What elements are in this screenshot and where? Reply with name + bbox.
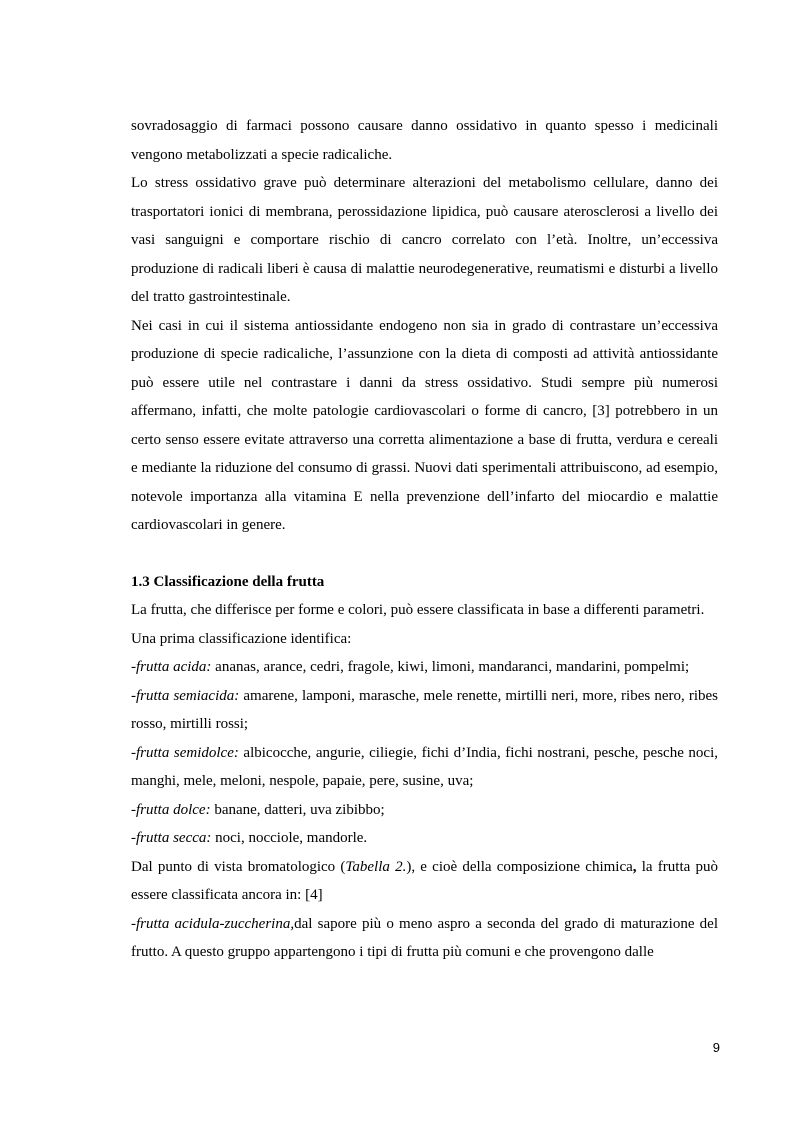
paragraph-bromatological (131, 853, 718, 910)
bromato-before: Dal punto di vista bromatologico ( (131, 858, 346, 875)
item-text: banane, datteri, uva zibibbo; (210, 801, 385, 818)
item-label: -frutta dolce: (131, 801, 211, 818)
item-text: albicocche, angurie, ciliegie, fichi d’India, fichi nostrani, pesche, pesche noci, manghi, mele, meloni, nespole, papaie, pere, susine, uva; (131, 744, 719, 789)
list-item (131, 682, 718, 739)
item-label: -frutta semiacida: (131, 687, 240, 704)
list-item (131, 910, 718, 967)
bromato-comma: , (632, 858, 637, 875)
item-text: amarene, lamponi, marasche, mele renette, mirtilli neri, more, ribes nero, ribes rosso, mirtilli rossi; (131, 687, 718, 732)
page-body (131, 112, 718, 967)
item-text: dal sapore più o meno aspro a seconda del grado di maturazione del frutto. A questo gruppo appartengono i tipi di frutta più comuni e che provengono dalle (131, 915, 718, 960)
list-item (131, 653, 718, 682)
page-number: 9 (712, 1040, 720, 1055)
item-label: -frutta secca: (131, 830, 212, 846)
item-label: -frutta semidolce: (131, 744, 239, 761)
section-heading: 1.3 Classificazione della frutta (131, 573, 325, 590)
list-item (131, 824, 718, 853)
paragraph-fruit-intro: La frutta, che differisce per forme e colori, può essere classificata in base a differenti parametri. (131, 602, 705, 618)
item-text: noci, nocciole, mandorle. (211, 830, 368, 846)
paragraph-antioxidants: Nei casi in cui il sistema antiossidante endogeno non sia in grado di contrastare un’eccessiva produzione di specie radicaliche, l’assunzione con la dieta di composti ad attività antiossidante può essere utile nel contrastare i danni da stress ossidativo. Studi sempre più numerosi affermano, infatti, che molte patologie cardiovascolari o forme di cancro, [3] potrebbero in un certo senso essere evitate attraverso una corretta alimentazione a base di frutta, verdura e cereali e mediante la riduzione del consumo di grassi. Nuovi dati sperimentali attribuiscono, ad esempio, notevole importanza alla vitamina E nella prevenzione dell’infarto del miocardio e malattie cardiovascolari in genere. (131, 317, 718, 533)
table-reference: Tabella 2. (345, 858, 407, 875)
item-label: -frutta acidula-zuccherina, (131, 915, 295, 932)
list-item (131, 796, 718, 825)
paragraph-continuation: sovradosaggio di farmaci possono causare danno ossidativo in quanto spesso i medicinali vengono metabolizzati a specie radicaliche. (131, 118, 718, 163)
item-label: -frutta acida: (131, 659, 212, 675)
bromato-middle: ), e cioè della composizione chimica (406, 858, 633, 875)
item-text: ananas, arance, cedri, fragole, kiwi, limoni, mandaranci, mandarini, pompelmi; (211, 659, 690, 675)
paragraph-oxidative-stress: Lo stress ossidativo grave può determinare alterazioni del metabolismo cellulare, danno dei trasportatori ionici di membrana, perossidazione lipidica, può causare aterosclerosi a livello dei vasi sanguigni e comportare rischio di cancro correlato con l’età. Inoltre, un’eccessiva produzione di radicali liberi è causa di malattie neurodegenerative, reumatismi e disturbi a livello del tratto gastrointestinale. (131, 175, 718, 305)
paragraph-first-classification: Una prima classificazione identifica: (131, 630, 352, 647)
bromato-after: la frutta può essere classificata ancora in: [4] (131, 858, 718, 903)
list-item (131, 739, 718, 796)
